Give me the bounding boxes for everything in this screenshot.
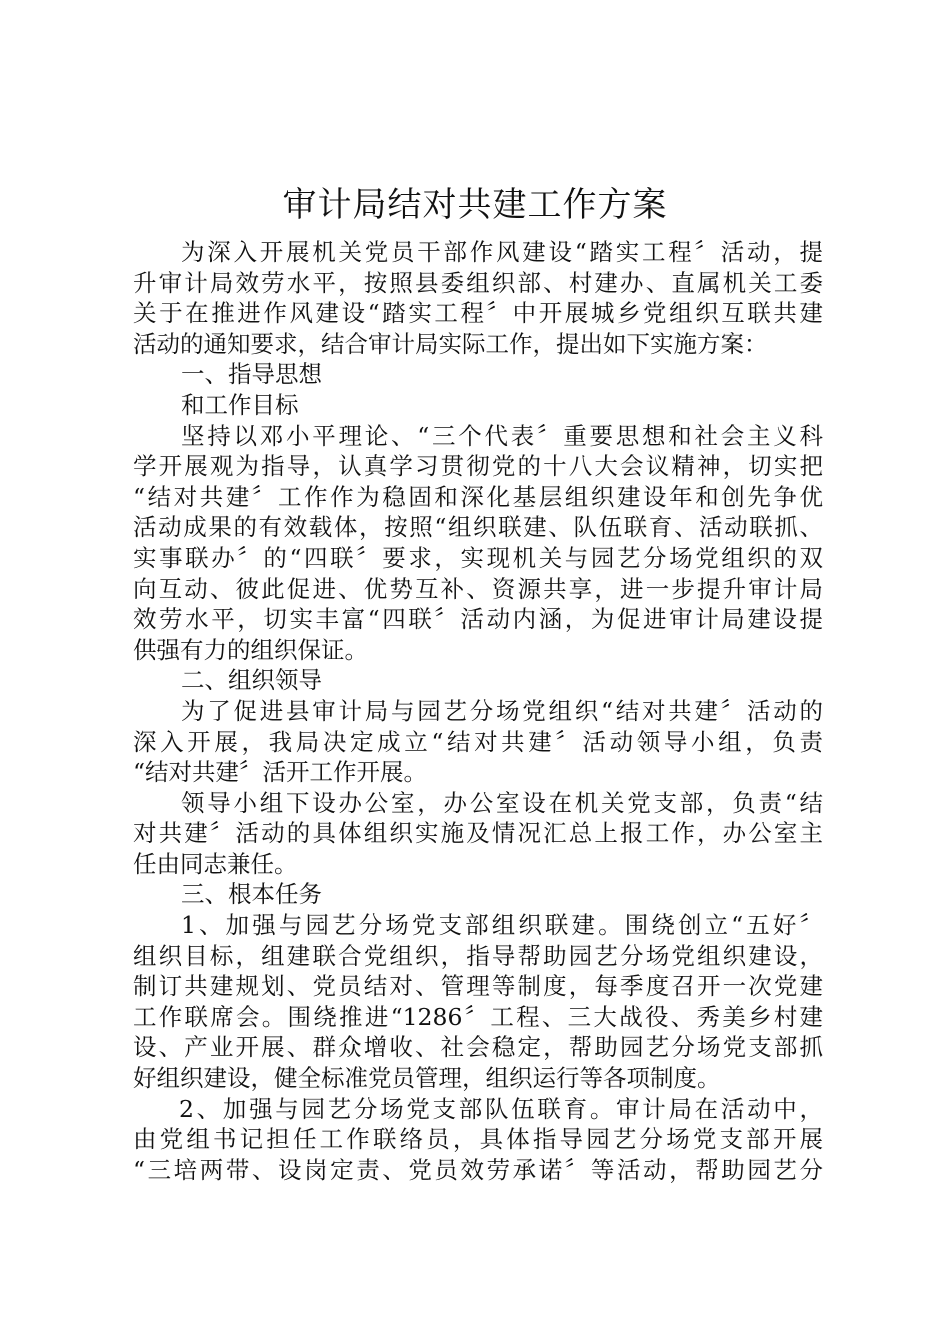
paragraph-line: 设、产业开展、群众增收、社会稳定，帮助园艺分场党支部抓 bbox=[133, 1033, 823, 1062]
section-heading: 和工作目标 bbox=[181, 390, 299, 419]
paragraph-line: 为了促进县审计局与园艺分场党组织“结对共建〞活动的 bbox=[181, 696, 823, 725]
paragraph-line: “结对共建〞工作作为稳固和深化基层组织建设年和创先争优 bbox=[133, 482, 823, 511]
paragraph-line: 关于在推进作风建设“踏实工程〞中开展城乡党组织互联共建 bbox=[133, 299, 823, 328]
paragraph-line: 深入开展，我局决定成立“结对共建〞活动领导小组，负责 bbox=[133, 727, 823, 756]
paragraph-line: 2、加强与园艺分场党支部队伍联育。审计局在活动中， bbox=[179, 1094, 823, 1123]
paragraph-line: 1、加强与园艺分场党支部组织联建。围绕创立“五好〞 bbox=[181, 911, 823, 940]
paragraph-line: 工作联席会。围绕推进“1286〞工程、三大战役、秀美乡村建 bbox=[133, 1002, 823, 1031]
paragraph-line: 对共建〞活动的具体组织实施及情况汇总上报工作，办公室主 bbox=[133, 819, 823, 848]
section-heading: 一、指导思想 bbox=[181, 360, 322, 389]
paragraph-line: 好组织建设，健全标准党员管理，组织运行等各项制度。 bbox=[133, 1064, 721, 1093]
paragraph-line: 升审计局效劳水平，按照县委组织部、村建办、直属机关工委 bbox=[133, 268, 823, 297]
paragraph-line: 向互动、彼此促进、优势互补、资源共享，进一步提升审计局 bbox=[133, 574, 823, 603]
paragraph-line: 效劳水平，切实丰富“四联〞活动内涵，为促进审计局建设提 bbox=[133, 605, 823, 634]
paragraph-line: 活动成果的有效载体，按照“组织联建、队伍联育、活动联抓、 bbox=[133, 513, 823, 542]
section-heading: 三、根本任务 bbox=[181, 880, 322, 909]
paragraph-line: 实事联办〞的“四联〞要求，实现机关与园艺分场党组织的双 bbox=[133, 543, 823, 572]
paragraph-line: 活动的通知要求，结合审计局实际工作，提出如下实施方案： bbox=[133, 329, 768, 358]
document-title: 审计局结对共建工作方案 bbox=[282, 185, 668, 225]
paragraph-line: 由党组书记担任工作联络员，具体指导园艺分场党支部开展 bbox=[133, 1125, 823, 1154]
paragraph-line: 任由同志兼任。 bbox=[133, 849, 298, 878]
paragraph-line: “三培两带、设岗定责、党员效劳承诺〞等活动，帮助园艺分 bbox=[133, 1155, 823, 1184]
paragraph-line: 学开展观为指导，认真学习贯彻党的十八大会议精神，切实把 bbox=[133, 452, 823, 481]
paragraph-line: 制订共建规划、党员结对、管理等制度，每季度召开一次党建 bbox=[133, 972, 823, 1001]
document-body bbox=[133, 237, 823, 1185]
paragraph-line: 领导小组下设办公室，办公室设在机关党支部，负责“结 bbox=[181, 788, 823, 817]
paragraph-line: 为深入开展机关党员干部作风建设“踏实工程〞活动，提 bbox=[181, 238, 823, 266]
section-heading: 二、组织领导 bbox=[181, 666, 322, 695]
paragraph-line: 组织目标，组建联合党组织，指导帮助园艺分场党组织建设， bbox=[133, 941, 823, 970]
paragraph-line: 坚持以邓小平理论、“三个代表〞重要思想和社会主义科 bbox=[181, 421, 823, 450]
paragraph-line: “结对共建〞活开工作开展。 bbox=[133, 758, 428, 787]
paragraph-line: 供强有力的组织保证。 bbox=[133, 635, 368, 664]
